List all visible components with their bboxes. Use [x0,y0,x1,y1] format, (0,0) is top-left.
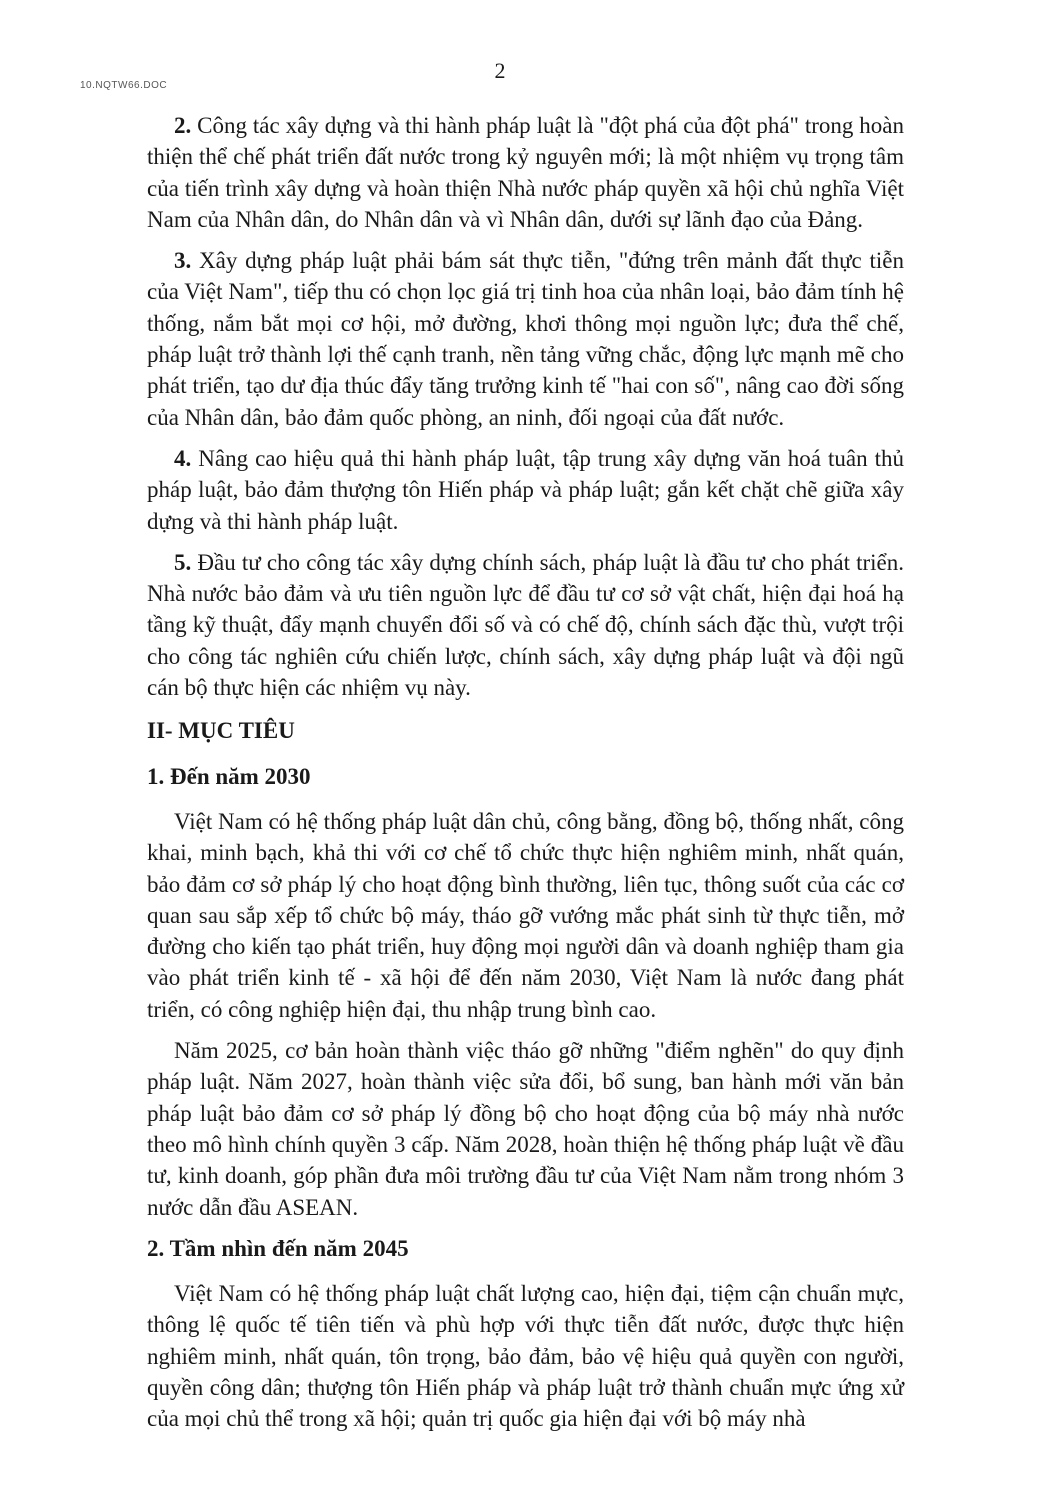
objective-2045-paragraph: Việt Nam có hệ thống pháp luật chất lượng cao, hiện đại, tiệm cận chuẩn mực, thông lệ quốc tế tiên tiến và phù hợp với thực tiễn đất nước, được thực hiện nghiêm minh, nhất quán, tôn trọng, bảo đảm, bảo vệ hiệu quả quyền con người, quyền công dân; thượng tôn Hiến pháp và pháp luật trở thành chuẩn mực ứng xử của mọi chủ thể trong xã hội; quản trị quốc gia hiện đại với bộ máy nhà [147,1281,904,1432]
subsection-title-2045: 2. Tầm nhìn đến năm 2045 [147,1235,409,1261]
principle-3 [147,245,904,433]
principle-number: 4. [174,445,192,471]
principle-4 [147,443,904,537]
principle-text: Nâng cao hiệu quả thi hành pháp luật, tập trung xây dựng văn hoá tuân thủ pháp luật, bảo đảm thượng tôn Hiến pháp và pháp luật; gắn kết chặt chẽ giữa xây dựng và thi hành pháp luật. [147,445,905,534]
principle-text: Đầu tư cho công tác xây dựng chính sách, pháp luật là đầu tư cho phát triển. Nhà nước bảo đảm và ưu tiên nguồn lực để đầu tư cơ sở vật chất, hiện đại hoá hạ tầng kỹ thuật, đẩy mạnh chuyển đổi số và có chế độ, chính sách đặc thù, vượt trội cho công tác nghiên cứu chiến lược, chính sách, xây dựng pháp luật và đội ngũ cán bộ thực hiện các nhiệm vụ này. [147,549,904,701]
objective-2030-paragraph: Năm 2025, cơ bản hoàn thành việc tháo gỡ những "điểm nghẽn" do quy định pháp luật. Năm 2027, hoàn thành việc sửa đổi, bổ sung, ban hành mới văn bản pháp luật bảo đảm cơ sở pháp lý đồng bộ cho hoạt động của bộ máy nhà nước theo mô hình chính quyền 3 cấp. Năm 2028, hoàn thiện hệ thống pháp luật về đầu tư, kinh doanh, góp phần đưa môi trường đầu tư của Việt Nam nằm trong nhóm 3 nước dẫn đầu ASEAN. [147,1038,904,1220]
principle-text: Xây dựng pháp luật phải bám sát thực tiễn, "đứng trên mảnh đất thực tiễn của Việt Nam", tiếp thu có chọn lọc giá trị tinh hoa của nhân loại, bảo đảm tính hệ thống, nắm bắt mọi cơ hội, mở đường, khơi thông mọi nguồn lực; đưa thể chế, pháp luật trở thành lợi thế cạnh tranh, nền tảng vững chắc, động lực mạnh mẽ cho phát triển, tạo dư địa thúc đẩy tăng trưởng kinh tế "hai con số", nâng cao đời sống của Nhân dân, bảo đảm quốc phòng, an ninh, đối ngoại của đất nước. [147,248,904,430]
objective-2030-paragraph: Việt Nam có hệ thống pháp luật dân chủ, công bằng, đồng bộ, thống nhất, công khai, minh bạch, khả thi với cơ chế tổ chức thực hiện nghiêm minh, nhất quán, bảo đảm cơ sở pháp lý cho hoạt động bình thường, liên tục, thông suốt của các cơ quan sau sắp xếp tổ chức bộ máy, tháo gỡ vướng mắc phát sinh từ thực tiễn, mở đường cho kiến tạo phát triển, huy động mọi người dân và doanh nghiệp tham gia vào phát triển kinh tế - xã hội để đến năm 2030, Việt Nam là nước đang phát triển, có công nghiệp hiện đại, thu nhập trung bình cao. [147,808,904,1022]
principle-5 [147,547,904,703]
page-number: 2 [494,58,506,83]
subsection-title-2030: 1. Đến năm 2030 [147,763,311,789]
principle-number: 3. [174,248,192,274]
file-label: 10.NQTW66.DOC [80,80,168,91]
document-body [147,110,904,1445]
section-heading-objectives: II- MỤC TIÊU [147,718,295,744]
principle-number: 5. [174,549,192,575]
principle-number: 2. [174,113,192,138]
principle-text: Công tác xây dựng và thi hành pháp luật là "đột phá của đột phá" trong hoàn thiện thể chế phát triển đất nước trong kỷ nguyên mới; là một nhiệm vụ trọng tâm của tiến trình xây dựng và hoàn thiện Nhà nước pháp quyền xã hội chủ nghĩa Việt Nam của Nhân dân, do Nhân dân và vì Nhân dân, dưới sự lãnh đạo của Đảng. [147,113,905,232]
principle-2 [147,110,904,235]
